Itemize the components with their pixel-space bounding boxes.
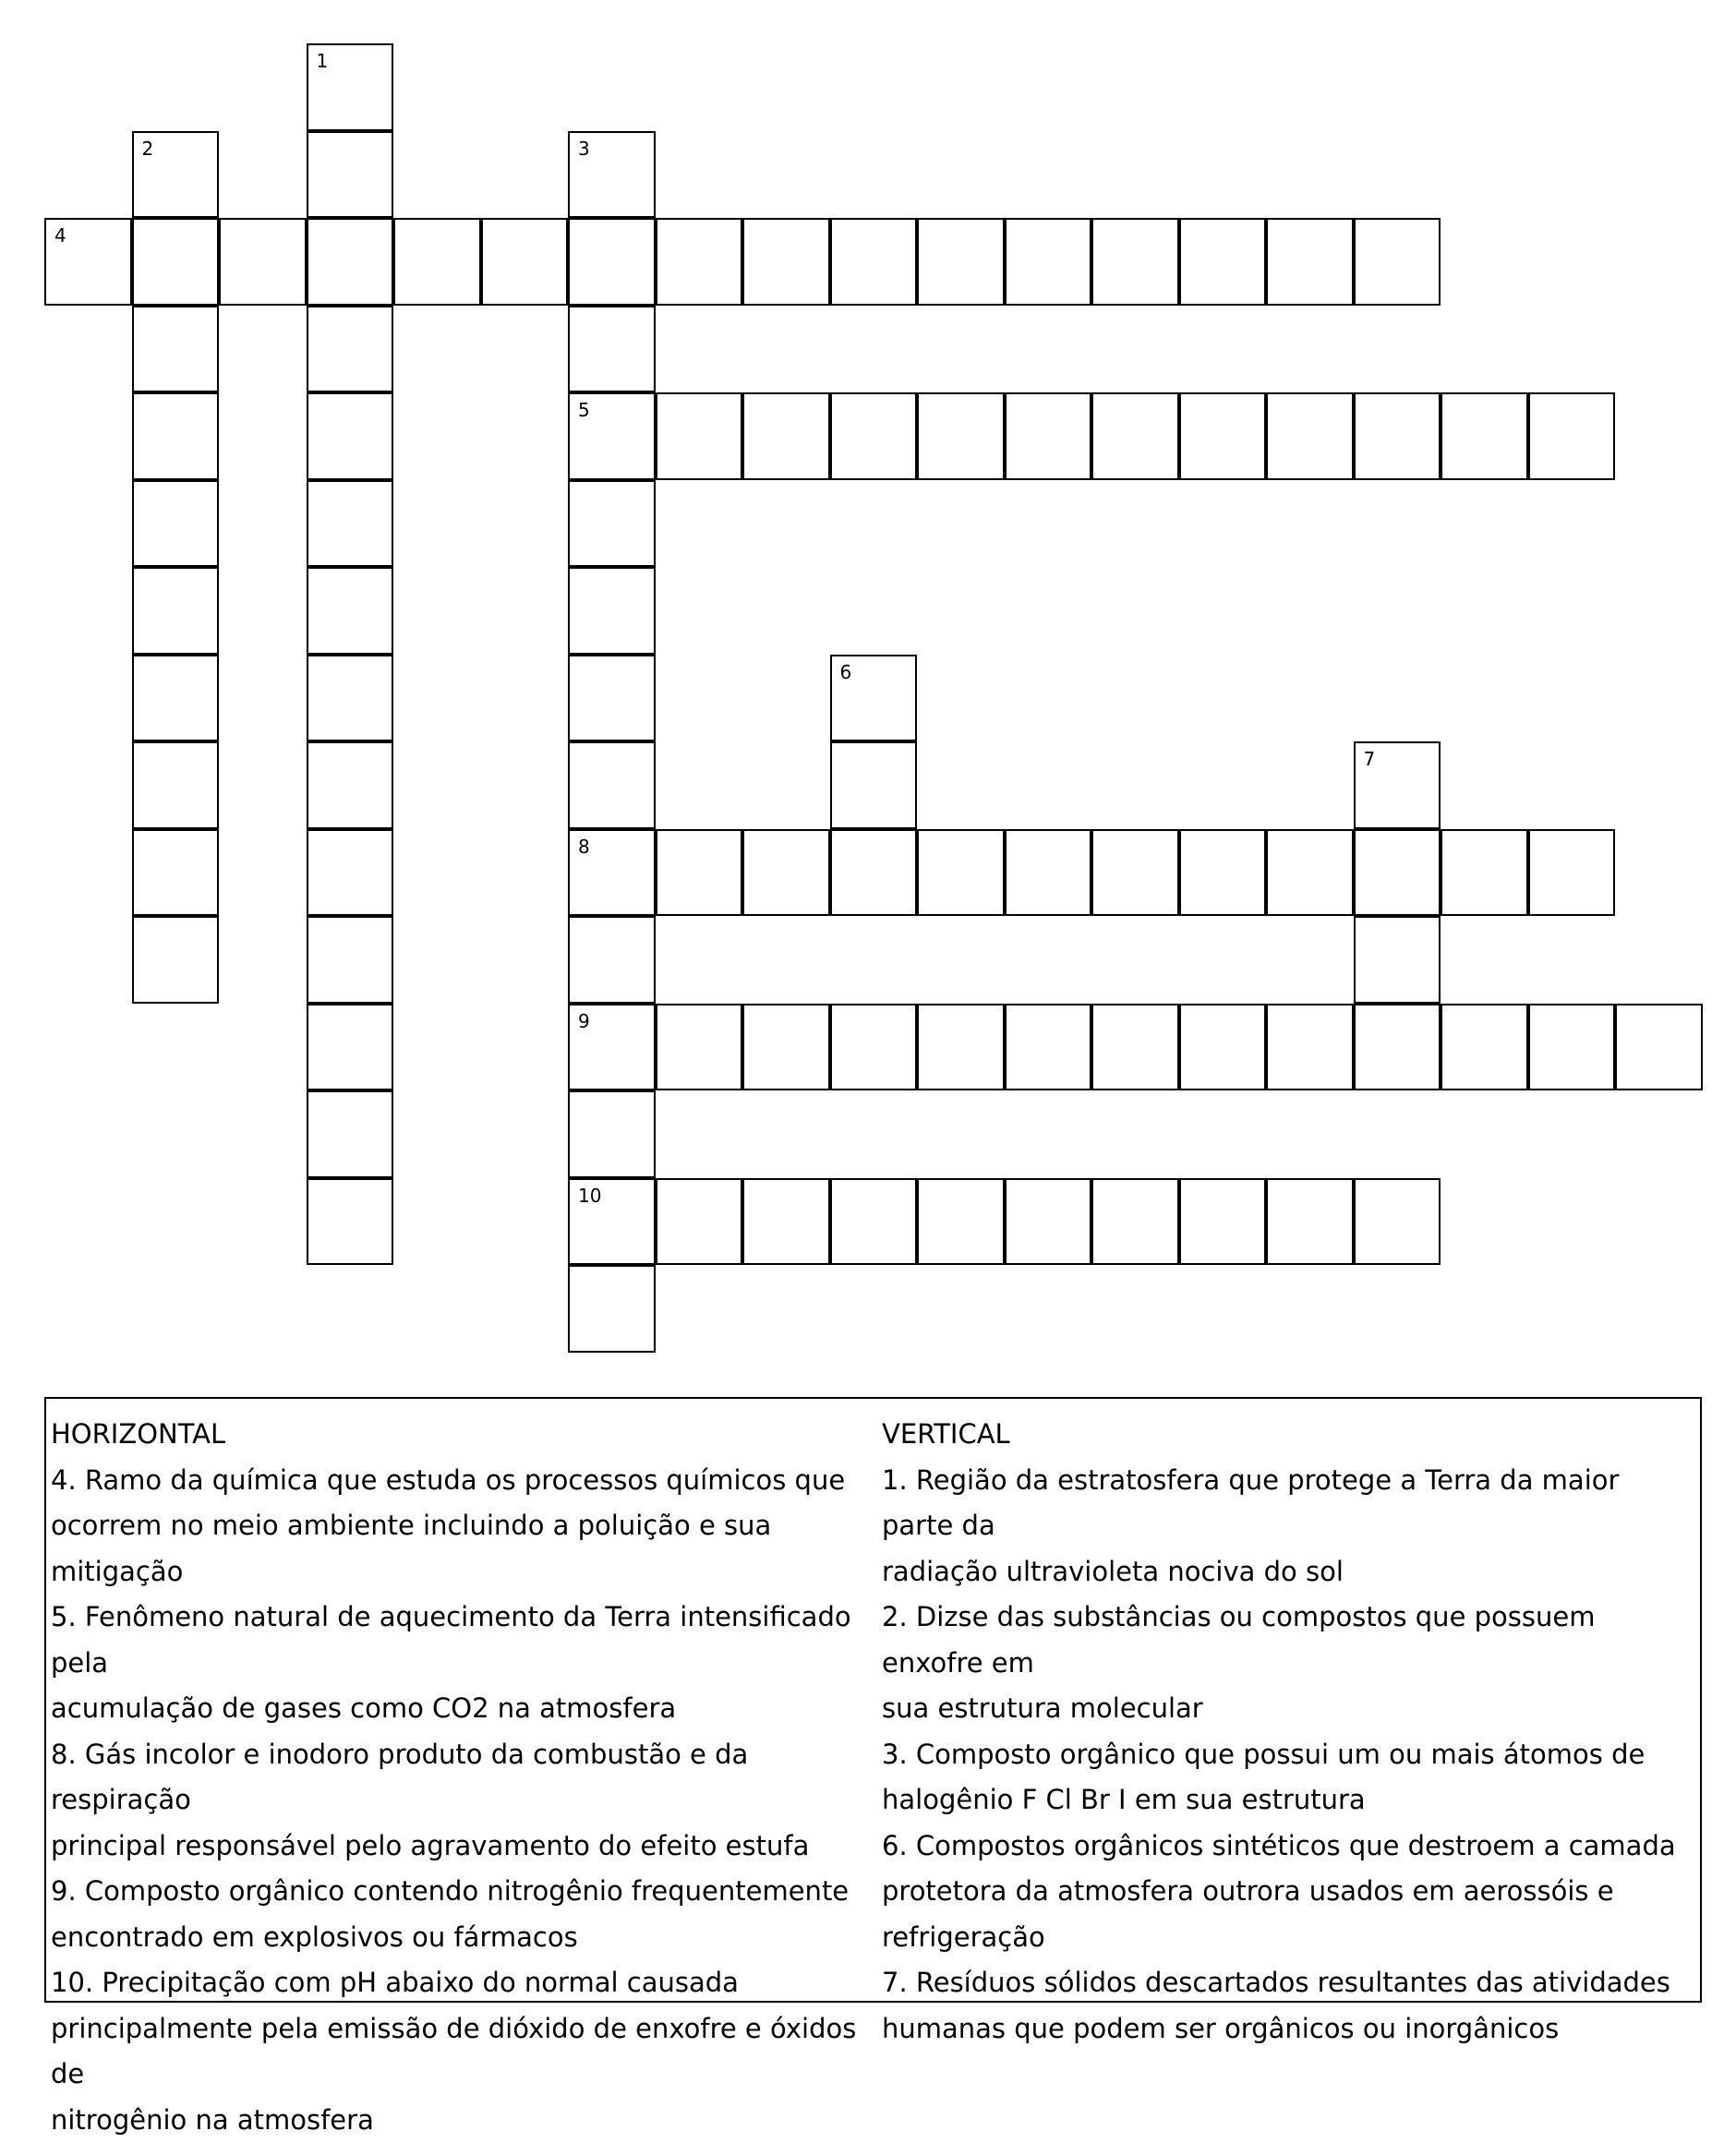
grid-cell[interactable] <box>830 829 918 917</box>
grid-cell[interactable] <box>307 916 394 1004</box>
grid-cell[interactable] <box>307 131 394 219</box>
grid-cell[interactable] <box>568 1178 656 1266</box>
grid-cell[interactable] <box>1091 829 1179 917</box>
grid-cell[interactable] <box>656 829 743 917</box>
grid-cell[interactable] <box>1179 1178 1267 1266</box>
grid-cell[interactable] <box>742 392 830 480</box>
grid-cell[interactable] <box>917 1178 1005 1266</box>
grid-cell[interactable] <box>568 1265 656 1353</box>
grid-cell[interactable] <box>1266 1004 1354 1091</box>
grid-cell[interactable] <box>1091 1178 1179 1266</box>
clue-line: principal responsável pelo agravamento do efeito estufa <box>51 1824 873 1870</box>
grid-cell[interactable] <box>917 218 1005 306</box>
grid-cell[interactable] <box>307 480 394 568</box>
grid-cell[interactable] <box>1091 392 1179 480</box>
clue-line: sua estrutura molecular <box>882 1686 1694 1732</box>
grid-cell[interactable] <box>1179 218 1267 306</box>
vertical-clues <box>882 1412 1694 2052</box>
grid-cell[interactable] <box>132 306 220 393</box>
clue-line: 1. Região da estratosfera que protege a Terra da maior parte da <box>882 1458 1694 1549</box>
clue-number: 10 <box>578 1186 601 1205</box>
clue-line: 5. Fenômeno natural de aquecimento da Terra intensificado pela <box>51 1595 873 1686</box>
grid-cell[interactable] <box>568 829 656 917</box>
grid-cell[interactable] <box>1179 829 1267 917</box>
grid-cell[interactable] <box>1005 829 1092 917</box>
grid-cell[interactable] <box>481 218 569 306</box>
clue-line: radiação ultravioleta nociva do sol <box>882 1549 1694 1595</box>
grid-cell[interactable] <box>568 741 656 829</box>
grid-cell[interactable] <box>1354 829 1441 917</box>
grid-cell[interactable] <box>1354 916 1441 1004</box>
grid-cell[interactable] <box>1005 218 1092 306</box>
clue-number: 3 <box>578 139 590 158</box>
grid-cell[interactable] <box>568 480 656 568</box>
grid-cell[interactable] <box>830 741 918 829</box>
clue-line: nitrogênio na atmosfera <box>51 2098 873 2143</box>
grid-cell[interactable] <box>830 392 918 480</box>
clue-line: humanas que podem ser orgânicos ou inorgânicos <box>882 2006 1694 2053</box>
grid-cell[interactable] <box>568 655 656 742</box>
grid-cell[interactable] <box>132 829 220 917</box>
grid-cell[interactable] <box>132 741 220 829</box>
clue-number: 7 <box>1364 750 1376 768</box>
grid-cell[interactable] <box>1615 1004 1703 1091</box>
clue-number: 1 <box>317 52 329 70</box>
grid-cell[interactable] <box>830 1004 918 1091</box>
grid-cell[interactable] <box>44 218 132 306</box>
clue-line: 9. Composto orgânico contendo nitrogênio frequentemente <box>51 1869 873 1915</box>
grid-cell[interactable] <box>656 1178 743 1266</box>
grid-cell[interactable] <box>742 1004 830 1091</box>
clue-number: 8 <box>578 837 590 856</box>
grid-cell[interactable] <box>307 218 394 306</box>
grid-cell[interactable] <box>742 829 830 917</box>
grid-cell[interactable] <box>568 392 656 480</box>
grid-cell[interactable] <box>307 306 394 393</box>
grid-cell[interactable] <box>1354 1004 1441 1091</box>
grid-cell[interactable] <box>1266 392 1354 480</box>
grid-cell[interactable] <box>742 1178 830 1266</box>
clue-line: 10. Precipitação com pH abaixo do normal causada <box>51 1960 873 2006</box>
grid-cell[interactable] <box>1266 829 1354 917</box>
grid-cell[interactable] <box>568 306 656 393</box>
grid-cell[interactable] <box>1441 392 1528 480</box>
grid-cell[interactable] <box>568 567 656 655</box>
clue-number: 5 <box>578 401 590 419</box>
horizontal-clues <box>51 1412 873 2143</box>
grid-cell[interactable] <box>656 392 743 480</box>
grid-cell[interactable] <box>307 1004 394 1091</box>
grid-cell[interactable] <box>132 480 220 568</box>
grid-cell[interactable] <box>1528 1004 1616 1091</box>
grid-cell[interactable] <box>219 218 307 306</box>
clue-line: principalmente pela emissão de dióxido de enxofre e óxidos de <box>51 2006 873 2098</box>
grid-cell[interactable] <box>132 392 220 480</box>
grid-cell[interactable] <box>307 43 394 131</box>
clue-line: 7. Resíduos sólidos descartados resultantes das atividades <box>882 1960 1694 2006</box>
grid-cell[interactable] <box>1005 1004 1092 1091</box>
clue-line: encontrado em explosivos ou fármacos <box>51 1915 873 1961</box>
grid-cell[interactable] <box>307 1090 394 1178</box>
clue-line: acumulação de gases como CO2 na atmosfera <box>51 1686 873 1732</box>
grid-cell[interactable] <box>917 1004 1005 1091</box>
grid-cell[interactable] <box>568 131 656 219</box>
clue-number: 4 <box>54 226 66 245</box>
grid-cell[interactable] <box>917 392 1005 480</box>
grid-cell[interactable] <box>830 1178 918 1266</box>
grid-cell[interactable] <box>307 1178 394 1266</box>
grid-cell[interactable] <box>1005 1178 1092 1266</box>
clue-line: ocorrem no meio ambiente incluindo a poluição e sua mitigação <box>51 1503 873 1595</box>
grid-cell[interactable] <box>1179 392 1267 480</box>
grid-cell[interactable] <box>568 1004 656 1091</box>
clue-line: 6. Compostos orgânicos sintéticos que destroem a camada <box>882 1824 1694 1870</box>
grid-cell[interactable] <box>568 218 656 306</box>
grid-cell[interactable] <box>132 655 220 742</box>
grid-cell[interactable] <box>656 218 743 306</box>
grid-cell[interactable] <box>132 916 220 1004</box>
grid-cell[interactable] <box>132 131 220 219</box>
clue-line: protetora da atmosfera outrora usados em aerossóis e <box>882 1869 1694 1915</box>
clue-line: 8. Gás incolor e inodoro produto da combustão e da respiração <box>51 1732 873 1824</box>
grid-cell[interactable] <box>1441 1004 1528 1091</box>
clues-panel <box>44 1397 1702 2003</box>
grid-cell[interactable] <box>307 829 394 917</box>
grid-cell[interactable] <box>1354 741 1441 829</box>
grid-cell[interactable] <box>1354 218 1441 306</box>
grid-cell[interactable] <box>307 655 394 742</box>
grid-cell[interactable] <box>1179 1004 1267 1091</box>
clue-line: 3. Composto orgânico que possui um ou mais átomos de <box>882 1732 1694 1778</box>
grid-cell[interactable] <box>1266 1178 1354 1266</box>
grid-cell[interactable] <box>1528 392 1616 480</box>
grid-cell[interactable] <box>393 218 481 306</box>
grid-cell[interactable] <box>568 1090 656 1178</box>
grid-cell[interactable] <box>1266 218 1354 306</box>
clue-line: refrigeração <box>882 1915 1694 1961</box>
grid-cell[interactable] <box>307 741 394 829</box>
grid-cell[interactable] <box>132 218 220 306</box>
grid-cell[interactable] <box>1528 829 1616 917</box>
grid-cell[interactable] <box>1091 1004 1179 1091</box>
clue-number: 6 <box>840 663 852 681</box>
clue-line: 2. Dizse das substâncias ou compostos que possuem enxofre em <box>882 1595 1694 1686</box>
grid-cell[interactable] <box>1441 829 1528 917</box>
grid-cell[interactable] <box>1354 1178 1441 1266</box>
grid-cell[interactable] <box>742 218 830 306</box>
grid-cell[interactable] <box>656 1004 743 1091</box>
clue-number: 9 <box>578 1012 590 1030</box>
grid-cell[interactable] <box>568 916 656 1004</box>
grid-cell[interactable] <box>132 567 220 655</box>
grid-cell[interactable] <box>307 567 394 655</box>
vertical-clues-title: VERTICAL <box>882 1412 1694 1458</box>
grid-cell[interactable] <box>1005 392 1092 480</box>
clue-line: halogênio F Cl Br I em sua estrutura <box>882 1777 1694 1824</box>
clue-number: 2 <box>142 139 154 158</box>
grid-cell[interactable] <box>830 655 918 742</box>
grid-cell[interactable] <box>917 829 1005 917</box>
clue-line: 4. Ramo da química que estuda os processos químicos que <box>51 1458 873 1504</box>
grid-cell[interactable] <box>307 392 394 480</box>
horizontal-clues-title: HORIZONTAL <box>51 1412 873 1458</box>
grid-cell[interactable] <box>830 218 918 306</box>
grid-cell[interactable] <box>1354 392 1441 480</box>
grid-cell[interactable] <box>1091 218 1179 306</box>
